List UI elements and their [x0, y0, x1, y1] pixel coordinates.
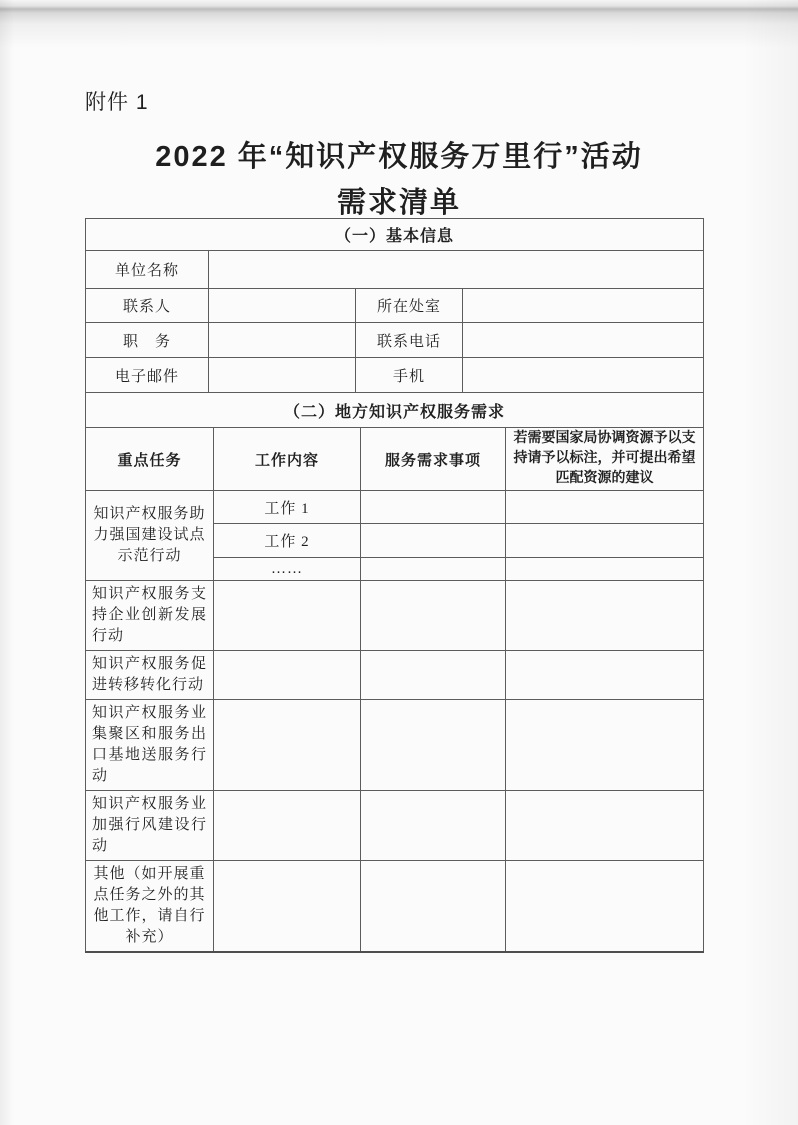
table-row — [86, 791, 704, 861]
task1-work1-note-cell — [506, 491, 704, 524]
phone-value-cell — [463, 323, 704, 358]
table-row — [86, 581, 704, 651]
unit-name-label: 单位名称 — [86, 251, 209, 289]
email-label: 电子邮件 — [86, 358, 209, 393]
task1-work2-note-cell — [506, 524, 704, 558]
table-row — [86, 491, 704, 524]
task6-demand-cell — [361, 861, 506, 953]
task6-name-cell: 其他（如开展重点任务之外的其他工作，请自行补充） — [86, 861, 214, 953]
task6-note-cell — [506, 861, 704, 953]
task6-work-cell — [214, 861, 361, 953]
column-header-demand: 服务需求事项 — [361, 428, 506, 491]
form-tables — [85, 218, 703, 953]
table-row — [86, 323, 704, 358]
contact-person-label: 联系人 — [86, 289, 209, 323]
task1-work1-cell: 工作 1 — [214, 491, 361, 524]
task2-name-cell: 知识产权服务支持企业创新发展行动 — [86, 581, 214, 651]
attachment-label: 附件 1 — [85, 91, 149, 114]
task5-demand-cell — [361, 791, 506, 861]
task4-note-cell — [506, 700, 704, 791]
task4-name-cell: 知识产权服务业集聚区和服务出口基地送服务行动 — [86, 700, 214, 791]
task5-work-cell — [214, 791, 361, 861]
email-value-cell — [209, 358, 356, 393]
document-title — [0, 134, 798, 226]
column-header-task: 重点任务 — [86, 428, 214, 491]
task1-work2-cell: 工作 2 — [214, 524, 361, 558]
task1-work-more-note-cell — [506, 558, 704, 581]
section2-header: （二）地方知识产权服务需求 — [86, 393, 704, 428]
task1-work-more-cell: …… — [214, 558, 361, 581]
task3-demand-cell — [361, 651, 506, 700]
task1-work1-demand-cell — [361, 491, 506, 524]
scan-top-edge-shadow — [0, 0, 798, 48]
task4-work-cell — [214, 700, 361, 791]
mobile-label: 手机 — [356, 358, 463, 393]
unit-name-value-cell — [209, 251, 704, 289]
title-line-2: 需求清单 — [336, 187, 461, 219]
task2-note-cell — [506, 581, 704, 651]
section1-header: （一）基本信息 — [86, 219, 704, 251]
position-label: 职 务 — [86, 323, 209, 358]
task1-work2-demand-cell — [361, 524, 506, 558]
office-value-cell — [463, 289, 704, 323]
column-header-row — [86, 428, 704, 491]
section2-header-row — [86, 393, 704, 428]
task5-name-cell: 知识产权服务业加强行风建设行动 — [86, 791, 214, 861]
title-line-1: 2022 年“知识产权服务万里行”活动 — [155, 141, 643, 173]
task3-note-cell — [506, 651, 704, 700]
table-row — [86, 861, 704, 953]
table-row — [86, 358, 704, 393]
task1-work-more-demand-cell — [361, 558, 506, 581]
task5-note-cell — [506, 791, 704, 861]
table-row — [86, 289, 704, 323]
task3-work-cell — [214, 651, 361, 700]
column-header-note: 若需要国家局协调资源予以支持请予以标注，并可提出希望匹配资源的建议 — [506, 428, 704, 491]
table-row — [86, 651, 704, 700]
mobile-value-cell — [463, 358, 704, 393]
task1-name-cell: 知识产权服务助力强国建设试点示范行动 — [86, 491, 214, 581]
table-row — [86, 700, 704, 791]
contact-person-value-cell — [209, 289, 356, 323]
section1-header-row — [86, 219, 704, 251]
task2-work-cell — [214, 581, 361, 651]
task3-name-cell: 知识产权服务促进转移转化行动 — [86, 651, 214, 700]
basic-info-table — [85, 218, 704, 393]
service-demand-table — [85, 392, 704, 953]
column-header-work: 工作内容 — [214, 428, 361, 491]
task4-demand-cell — [361, 700, 506, 791]
table-row — [86, 251, 704, 289]
phone-label: 联系电话 — [356, 323, 463, 358]
office-label: 所在处室 — [356, 289, 463, 323]
task2-demand-cell — [361, 581, 506, 651]
position-value-cell — [209, 323, 356, 358]
